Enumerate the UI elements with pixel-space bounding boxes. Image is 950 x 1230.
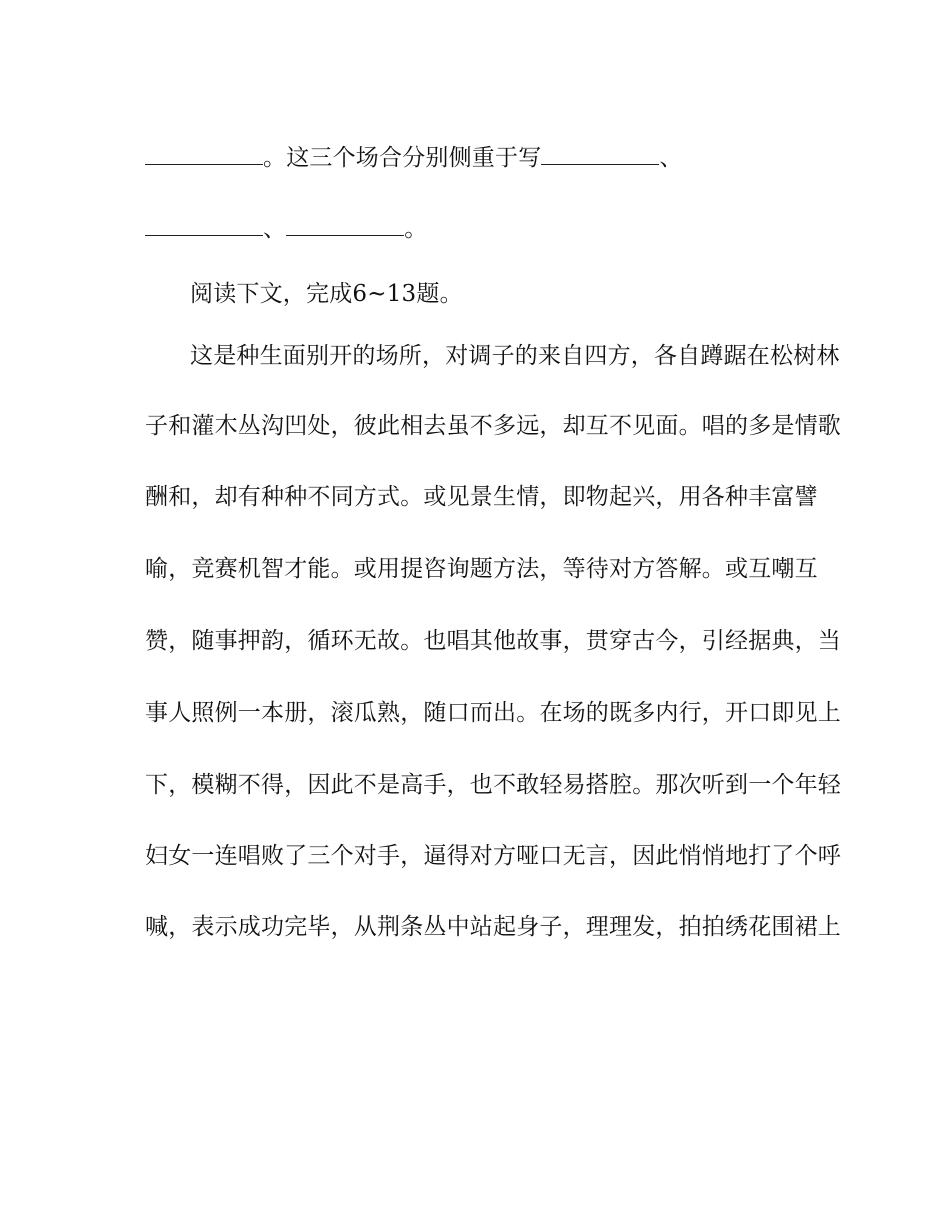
- passage-line: 喻，竞赛机智才能。或用提咨询题方法，等待对方答解。或互嘲互: [145, 556, 818, 582]
- passage-line: 事人照例一本册，滚瓜熟，随口而出。在场的既多内行，开口即见上: [145, 700, 841, 726]
- answer-blank-2[interactable]: [541, 144, 659, 165]
- fill-in-text-1: 。这三个场合分别侧重于写: [263, 145, 542, 171]
- fill-in-line-1: [145, 143, 805, 173]
- passage-line: 喊，表示成功完毕，从荆条丛中站起身子，理理发，拍拍绣花围裙上: [145, 914, 841, 940]
- reading-instruction: 阅读下文，完成6~13题。: [190, 281, 463, 307]
- answer-blank-1[interactable]: [145, 144, 263, 165]
- answer-blank-3[interactable]: [145, 215, 263, 236]
- passage-line: 下，模糊不得，因此不是高手，也不敢轻易搭腔。那次听到一个年轻: [145, 772, 841, 798]
- passage-line: 妇女一连唱败了三个对手，逼得对方哑口无言，因此悄悄地打了个呼: [145, 843, 841, 869]
- fill-in-text-4: 。: [404, 216, 428, 242]
- answer-blank-4[interactable]: [286, 215, 404, 236]
- passage-line: 酬和，却有种种不同方式。或见景生情，即物起兴，用各种丰富譬: [145, 484, 818, 510]
- fill-in-line-2: [145, 214, 805, 244]
- fill-in-text-2: 、: [659, 145, 683, 171]
- passage-line: 这是种生面别开的场所，对调子的来自四方，各自蹲踞在松树林: [190, 343, 840, 369]
- passage-line: 赞，随事押韵，循环无故。也唱其他故事，贯穿古今，引经据典，当: [145, 628, 841, 654]
- fill-in-text-3: 、: [263, 216, 287, 242]
- passage-line: 子和灌木丛沟凹处，彼此相去虽不多远，却互不见面。唱的多是情歌: [145, 413, 841, 439]
